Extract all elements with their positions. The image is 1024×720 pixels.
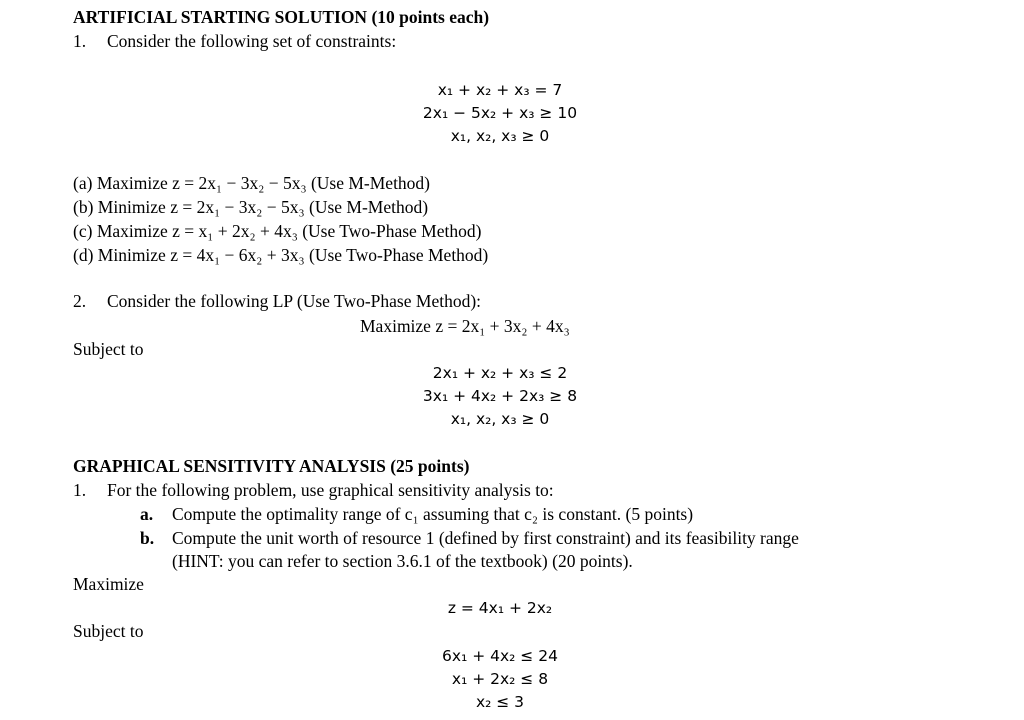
question-1 — [73, 30, 396, 52]
lp-objective: Maximize z = 2x₁ + 3x₂ + 4x₃ — [360, 316, 570, 336]
resource-constraint-1: 6x₁ + 4x₂ ≤ 24 — [442, 647, 558, 665]
maximize-label: Maximize — [73, 574, 144, 594]
constraint-nonneg: x₁, x₂, x₃ ≥ 0 — [450, 127, 550, 145]
question-1-sensitivity — [73, 479, 554, 501]
question-text: For the following problem, use graphical sensitivity analysis to: — [107, 480, 554, 500]
question-number: 1. — [73, 480, 87, 500]
resource-constraint-2: x₁ + 2x₂ ≤ 8 — [451, 670, 549, 688]
part-text: Minimize z = 2x₁ − 3x₂ − 5x₃ (Use M-Method) — [97, 197, 429, 217]
lp-constraint-nonneg: x₁, x₂, x₃ ≥ 0 — [450, 410, 550, 428]
item-text: Compute the unit worth of resource 1 (defined by first constraint) and its feasibility range — [172, 528, 799, 548]
part-d — [73, 244, 488, 266]
question-text: Consider the following LP (Use Two-Phase Method): — [107, 291, 482, 311]
constraint-1: x₁ + x₂ + x₃ = 7 — [437, 81, 563, 99]
item-b — [140, 527, 799, 549]
question-number: 1. — [73, 31, 87, 51]
question-2 — [73, 290, 481, 312]
part-c — [73, 220, 481, 242]
item-a — [140, 503, 693, 525]
resource-constraint-3: x₂ ≤ 3 — [475, 693, 525, 711]
item-label: b. — [140, 528, 155, 548]
subject-to-label-2: Subject to — [73, 621, 144, 641]
part-a — [73, 172, 430, 194]
part-label: (a) — [73, 173, 93, 193]
part-label: (b) — [73, 197, 94, 217]
subject-to-label: Subject to — [73, 339, 144, 359]
item-b-continued: (HINT: you can refer to section 3.6.1 of the textbook) (20 points). — [172, 551, 633, 571]
question-number: 2. — [73, 291, 87, 311]
part-b — [73, 196, 428, 218]
part-label: (c) — [73, 221, 93, 241]
item-text: Compute the optimality range of c₁ assuming that c₂ is constant. (5 points) — [172, 504, 694, 524]
part-text: Maximize z = 2x₁ − 3x₂ − 5x₃ (Use M-Method) — [96, 173, 431, 193]
lp-constraint-1: 2x₁ + x₂ + x₃ ≤ 2 — [432, 364, 568, 382]
part-text: Maximize z = x₁ + 2x₂ + 4x₃ (Use Two-Phase Method) — [96, 221, 482, 241]
section-heading-artificial: ARTIFICIAL STARTING SOLUTION (10 points each) — [73, 7, 490, 27]
part-text: Minimize z = 4x₁ − 6x₂ + 3x₃ (Use Two-Phase Method) — [97, 245, 489, 265]
part-label: (d) — [73, 245, 94, 265]
item-label: a. — [140, 504, 154, 524]
section-heading-sensitivity: GRAPHICAL SENSITIVITY ANALYSIS (25 points) — [73, 456, 470, 476]
lp-constraint-2: 3x₁ + 4x₂ + 2x₃ ≥ 8 — [422, 387, 578, 405]
constraint-2: 2x₁ − 5x₂ + x₃ ≥ 10 — [422, 104, 578, 122]
question-text: Consider the following set of constraints: — [107, 31, 397, 51]
objective-function: z = 4x₁ + 2x₂ — [447, 599, 553, 617]
